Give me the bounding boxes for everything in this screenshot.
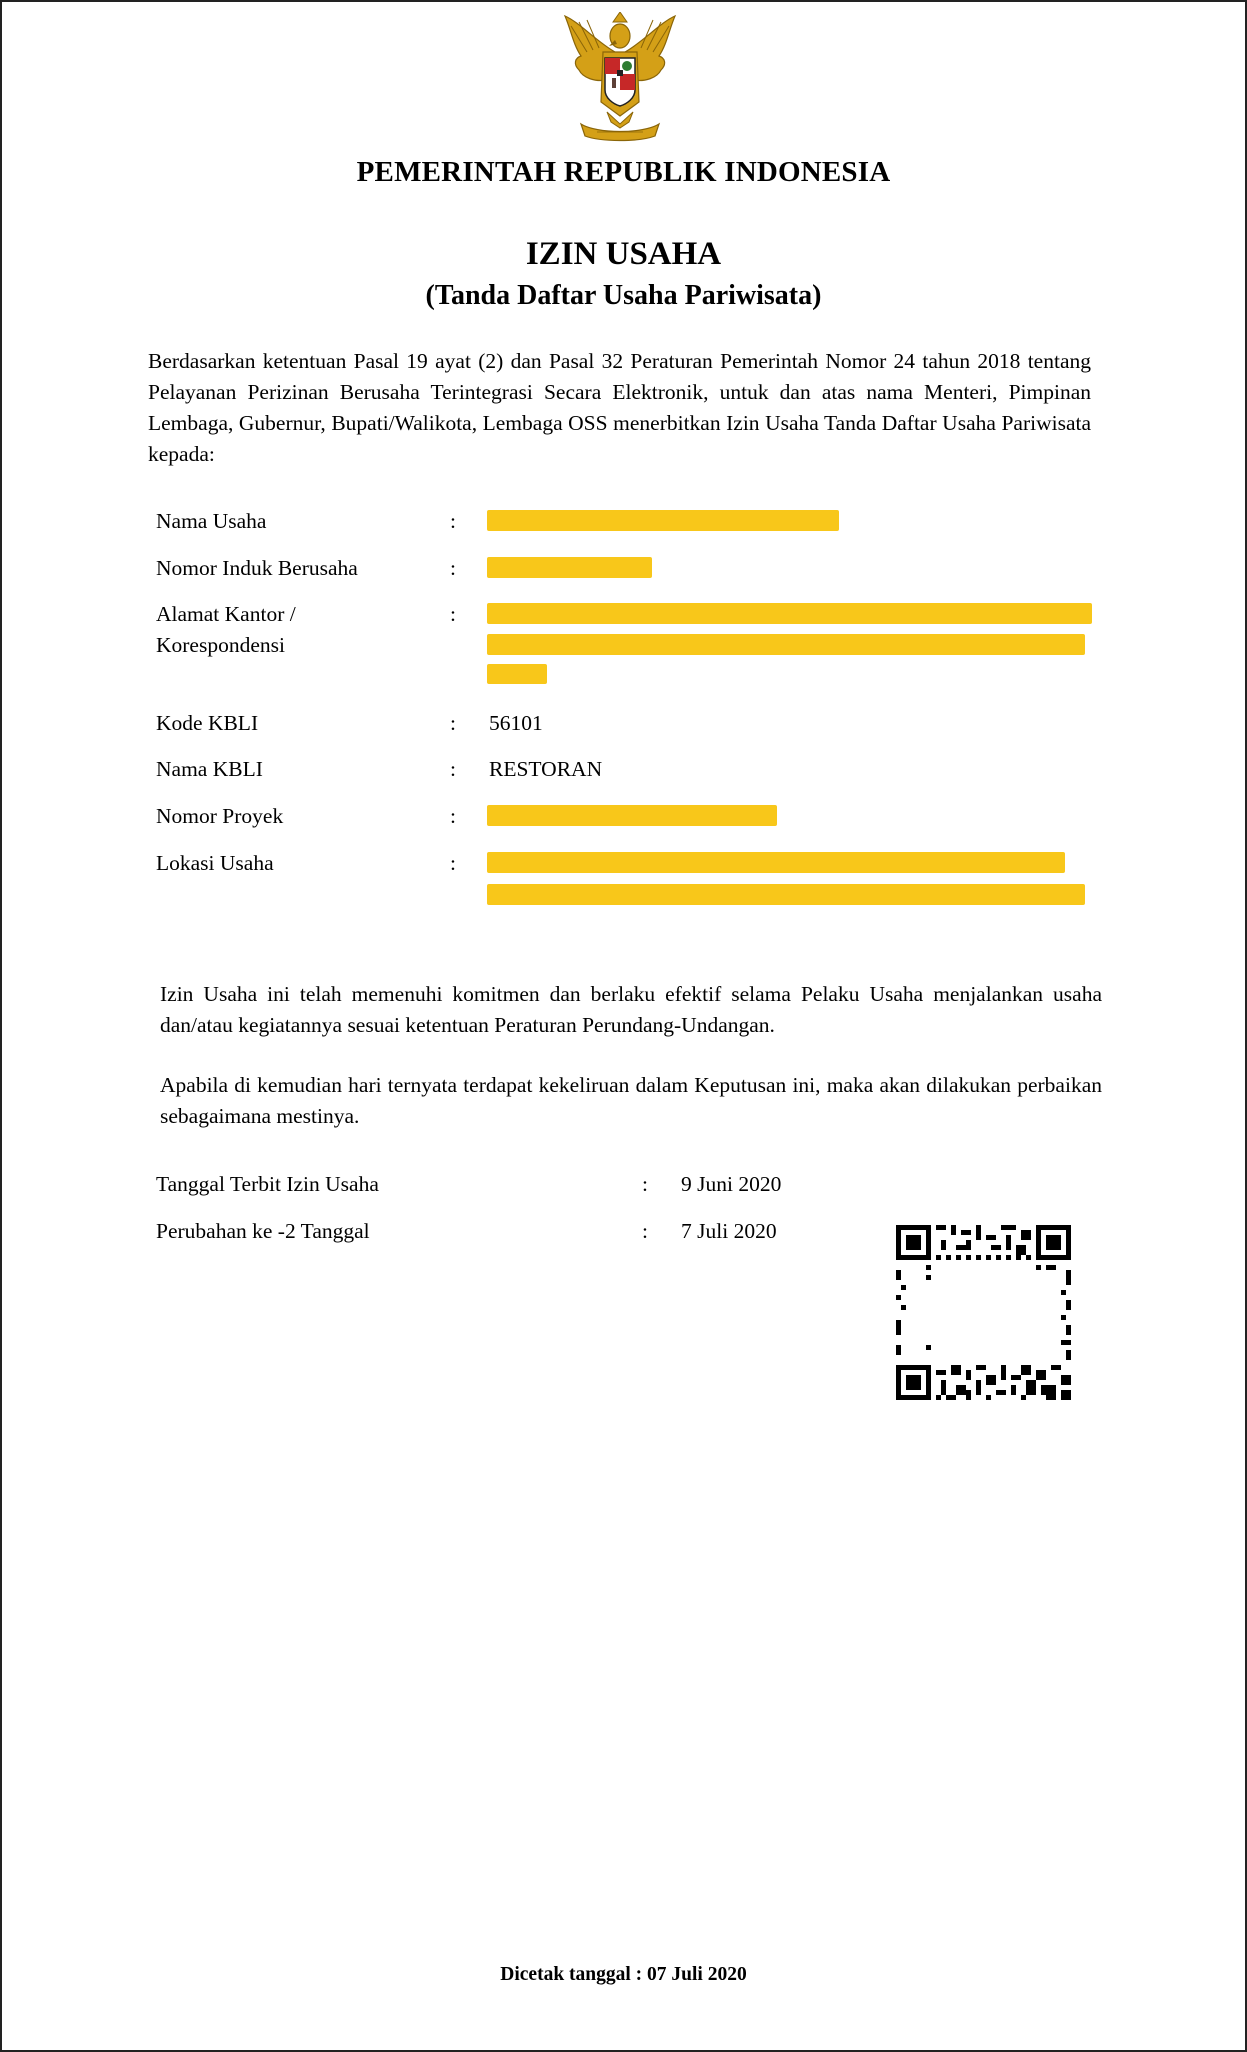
nomor-induk-label: Nomor Induk Berusaha <box>156 556 358 580</box>
kode-kbli-value: 56101 <box>489 711 543 735</box>
field-separator: : <box>450 804 456 828</box>
field-separator: : <box>450 602 456 626</box>
qr-code-icon <box>896 1225 1071 1400</box>
field-separator: : <box>450 509 456 533</box>
alamat-label-line2: Korespondensi <box>156 633 285 657</box>
redacted-nomor-induk <box>487 557 652 578</box>
issue-date-value: 9 Juni 2020 <box>681 1172 782 1196</box>
nomor-proyek-label: Nomor Proyek <box>156 804 284 828</box>
document-title: IZIN USAHA <box>525 236 722 272</box>
date-separator: : <box>642 1172 648 1196</box>
change-date-label: Perubahan ke -2 Tanggal <box>156 1219 370 1243</box>
issue-date-label: Tanggal Terbit Izin Usaha <box>156 1172 379 1196</box>
redacted-lokasi-line2 <box>487 884 1085 905</box>
redacted-alamat-line2 <box>487 634 1085 655</box>
document-subtitle: (Tanda Daftar Usaha Pariwisata) <box>425 280 822 311</box>
intro-paragraph: Berdasarkan ketentuan Pasal 19 ayat (2) dan Pasal 32 Peraturan Pemerintah Nomor 24 tahun 2018 tentang Pelayanan Perizinan Berusaha Terintegrasi Secara Elektronik, untuk dan atas nama Menteri, Pimpinan Lembaga, Gubernur, Bupati/Walikota, Lembaga OSS menerbitkan Izin Usaha Tanda Daftar Usaha Pariwisata kepada: <box>148 349 1091 466</box>
redacted-nomor-proyek <box>487 805 777 826</box>
alamat-label-line1: Alamat Kantor / <box>156 602 296 626</box>
field-separator: : <box>450 757 456 781</box>
validity-paragraph: Izin Usaha ini telah memenuhi komitmen dan berlaku efektif selama Pelaku Usaha menjalankan usaha dan/atau kegiatannya sesuai ketentuan Peraturan Perundang-Undangan. <box>160 982 1102 1037</box>
redacted-alamat-line1 <box>487 603 1092 624</box>
redacted-lokasi-line1 <box>487 852 1065 873</box>
field-separator: : <box>450 851 456 875</box>
lokasi-usaha-label: Lokasi Usaha <box>156 851 274 875</box>
redacted-nama-usaha <box>487 510 839 531</box>
field-separator: : <box>450 711 456 735</box>
field-separator: : <box>450 556 456 580</box>
nama-kbli-value: RESTORAN <box>489 757 603 781</box>
change-date-value: 7 Juli 2020 <box>681 1219 777 1243</box>
government-name: PEMERINTAH REPUBLIK INDONESIA <box>356 156 891 188</box>
garuda-emblem-icon <box>557 12 683 144</box>
nama-kbli-label: Nama KBLI <box>156 757 263 781</box>
date-separator: : <box>642 1219 648 1243</box>
kode-kbli-label: Kode KBLI <box>156 711 259 735</box>
redacted-alamat-line3 <box>487 664 547 684</box>
correction-paragraph: Apabila di kemudian hari ternyata terdapat kekeliruan dalam Keputusan ini, maka akan dilakukan perbaikan sebagaimana mestinya. <box>160 1073 1102 1128</box>
nama-usaha-label: Nama Usaha <box>156 509 267 533</box>
print-date-footer: Dicetak tanggal : 07 Juli 2020 <box>500 1964 747 1985</box>
